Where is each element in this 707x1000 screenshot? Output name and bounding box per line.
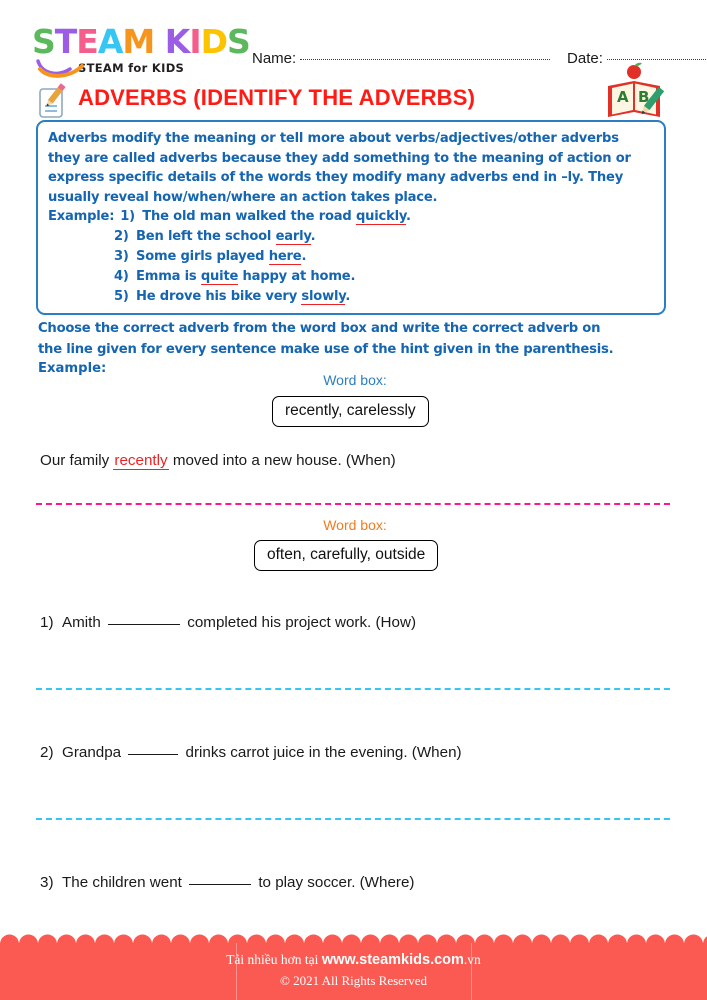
logo-letter-9: S <box>227 22 250 61</box>
definition-example-4: 4) Emma is quite happy at home. <box>48 267 654 287</box>
date-label: Date: <box>567 50 603 67</box>
example-lead: Example: <box>48 209 115 225</box>
question-number: 3) <box>40 874 54 891</box>
question-number: 2) <box>40 744 54 761</box>
logo-letter-2: E <box>76 22 98 61</box>
highlighted-adverb: here <box>268 249 302 265</box>
page-title: ADVERBS (IDENTIFY THE ADVERBS) <box>78 85 476 110</box>
logo-letter-8: D <box>200 22 227 61</box>
example-number: 2) <box>114 229 129 245</box>
word-box-exercise: often, carefully, outside <box>254 540 438 571</box>
logo-wordmark <box>32 22 250 61</box>
example-lead <box>48 267 114 287</box>
scalloped-edge <box>0 934 707 954</box>
logo-letter-1: T <box>54 22 77 61</box>
svg-text:B: B <box>638 88 650 106</box>
question-1: 1) Amith completed his project work. (How) <box>40 614 416 631</box>
logo-letter-5 <box>154 25 165 59</box>
logo-letter-0: S <box>32 22 55 61</box>
word-box-label-example: Word box: <box>323 372 387 388</box>
date-input-line[interactable] <box>607 59 707 60</box>
word-box-label-exercise: Word box: <box>323 517 387 533</box>
name-label: Name: <box>252 50 297 67</box>
footer-copyright: © 2021 All Rights Reserved <box>279 973 428 988</box>
example-number: 4) <box>114 269 129 285</box>
example-number: 1) <box>120 209 135 225</box>
example-number: 3) <box>114 249 129 265</box>
logo-tagline: STEAM for KIDS <box>78 61 185 75</box>
definition-example-3: 3) Some girls played here. <box>48 247 654 267</box>
logo-letter-3: A <box>97 22 123 61</box>
name-input-line[interactable] <box>300 59 550 60</box>
instructions-line-2: the line given for every sentence make use of the hint given in the parenthesis. <box>38 342 614 357</box>
answer-blank[interactable] <box>128 754 178 755</box>
worksheet-title-row <box>0 80 707 122</box>
notepad-pencil-icon <box>34 82 74 122</box>
logo-swoosh-icon <box>36 57 86 79</box>
page-footer <box>0 943 707 1000</box>
logo-letter-7: I <box>189 22 201 61</box>
highlighted-adverb: slowly <box>301 289 346 305</box>
example-sentence: Our family recently moved into a new house. (When) <box>40 452 396 469</box>
footer-site[interactable]: www.steamkids.com <box>321 952 464 968</box>
teal-dashed-separator-2 <box>36 818 670 820</box>
footer-prefix: Tải nhiều hơn tại <box>226 952 322 967</box>
definition-paragraph: Adverbs modify the meaning or tell more about verbs/adjectives/other adverbs they are called adverbs because they add something to the meaning of action or express specific details of the words they modify many adverbs end in –ly. They usually reveal how/when/where an action takes place. <box>48 131 631 205</box>
definition-example-1: Example: 1) The old man walked the road quickly. <box>48 207 654 227</box>
adverbs-definition-box <box>36 120 666 315</box>
answer-blank[interactable] <box>189 884 251 885</box>
definition-example-2: 2) Ben left the school early. <box>48 227 654 247</box>
highlighted-adverb: quite <box>200 269 239 285</box>
example-lead <box>48 287 114 307</box>
question-3: 3) The children went to play soccer. (Where) <box>40 874 415 891</box>
footer-website-line <box>0 952 707 968</box>
example-number: 5) <box>114 289 129 305</box>
teal-dashed-separator-1 <box>36 688 670 690</box>
steam-kids-logo <box>32 22 250 81</box>
word-box-example: recently, carelessly <box>272 396 429 427</box>
question-number: 1) <box>40 614 54 631</box>
svg-text:A: A <box>617 88 629 106</box>
example-answer: recently <box>114 452 168 469</box>
exercise-instructions <box>38 318 674 360</box>
definition-example-5: 5) He drove his bike very slowly. <box>48 287 654 307</box>
logo-letter-4: M <box>122 22 155 61</box>
answer-blank[interactable] <box>108 624 180 625</box>
highlighted-adverb: early <box>275 229 311 245</box>
highlighted-adverb: quickly <box>355 209 407 225</box>
example-heading: Example: <box>38 361 107 376</box>
abc-book-apple-icon <box>600 62 672 124</box>
definition-examples-list <box>48 207 654 307</box>
logo-letter-6: K <box>164 22 190 61</box>
instructions-line-1: Choose the correct adverb from the word box and write the correct adverb on <box>38 321 601 336</box>
pink-dashed-separator <box>36 503 670 505</box>
example-lead <box>48 247 114 267</box>
question-2: 2) Grandpa drinks carrot juice in the evening. (When) <box>40 744 462 761</box>
example-lead <box>48 227 114 247</box>
footer-suffix: .vn <box>463 952 481 967</box>
